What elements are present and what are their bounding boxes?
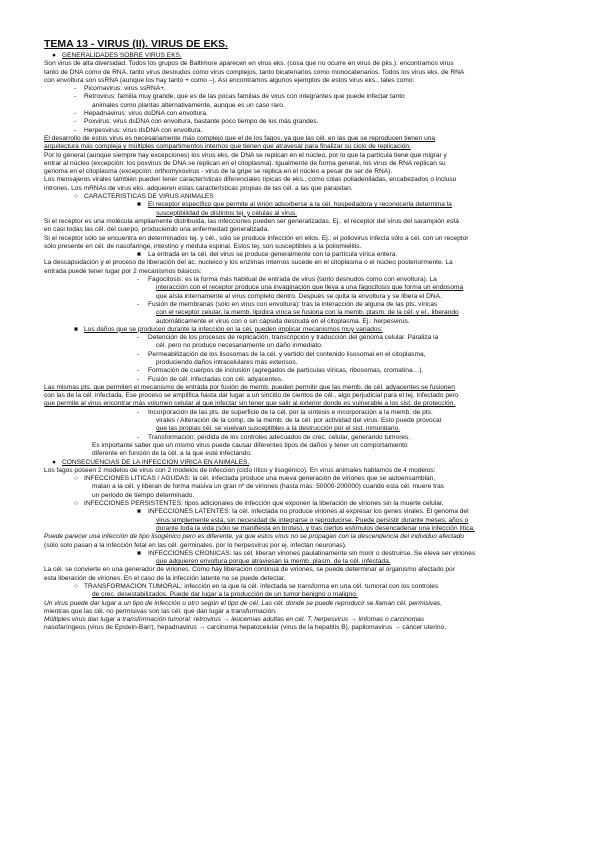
line-text: Un virus puede dar lugar a un tipo de infección u otro según el tipo de cél. Las cél. donde se puede reproducir se llaman cél. permisivas, (44, 599, 443, 607)
text-line (44, 442, 560, 450)
text-line (44, 425, 560, 433)
line-text: intrones. Los mRNAs de virus eks. adquieren estas características propias de las cél. a las que parasitan. (44, 184, 353, 192)
text-line (44, 293, 560, 301)
line-text: Por lo general (aunque siempre hay excepciones) los virus eks. de DNA se replican en el núcleo, por lo que la partícula tiene que migrar y (44, 151, 447, 159)
text-line (44, 376, 560, 384)
line-text: tanto de DNA como de RNA, tanto virus desnudos como virus complejos, tanto bicatenarios como monocatenarios. Todos los virus eks. de RNA (44, 68, 465, 76)
text-line (44, 409, 560, 417)
line-text: Hepadnavirus: virus dsDNA con envoltura. (84, 110, 208, 118)
line-text: que aísla internamente al virus completo dentro. Después se quita la envoltura y se libera el DNA. (156, 292, 442, 300)
text-line (44, 575, 560, 583)
line-text: automáticamente el virus con o sin cápsida desnuda en el citoplasma. Ej.: herpesvirus. (156, 317, 410, 325)
text-line (44, 624, 560, 632)
line-text: Incorporación de las pts. de superficie de la cél. por la síntesis e incorporación a la memb. de pts. (148, 408, 433, 416)
bullet-icon: - (137, 334, 140, 342)
text-line (44, 218, 560, 226)
bullet-icon: - (137, 367, 140, 375)
line-text: sólo presente en cél. de nasofaringe, intestino y médula espinal. Estos tej. son susceptibles a la poliomielitis. (44, 242, 362, 250)
text-line (44, 259, 560, 267)
text-line (44, 251, 560, 259)
text-line (44, 152, 560, 160)
line-text: virales / Alteración de la comp. de la memb. de la cél. por actividad del virus. Esto puede provocar (156, 417, 442, 425)
line-text: TRANSFORMACIÓN TUMORAL: infección en la que la cél. infectada se transforma en una cél. tumoral con los controles (84, 583, 439, 590)
text-line (44, 210, 560, 218)
text-line (44, 176, 560, 184)
bullet-icon: - (137, 350, 140, 358)
text-line (44, 60, 560, 68)
text-line (44, 608, 560, 616)
line-text: Las mismas pts. que permiten el mecanismo de entrada por fusión de memb. pueden permitir que las memb. de cél. adyacentes se fusionen (44, 383, 455, 391)
text-line (44, 434, 560, 442)
text-line (44, 600, 560, 608)
line-text: Múltiples virus dan lugar a transformación tumoral: retrovirus → leucemias adultas en cél. T, herpesvirus → linfomas o carcinomas (44, 616, 425, 624)
text-line (44, 193, 560, 201)
line-text: que permite al virus encontrar más volumen celular al que infectar sin tener que salir al exterior donde es vulnerable a los sist. de protección. (44, 400, 456, 408)
text-line (44, 566, 560, 574)
text-line (44, 301, 560, 309)
text-line (44, 558, 560, 566)
line-text: que las propias cél. se vuelvan susceptibles a la destrucción por el sist. inmunitario. (156, 425, 401, 433)
line-text: un periodo de tiempo determinado. (92, 491, 195, 499)
text-line (44, 235, 560, 243)
line-text: interacción con el receptor produce una invaginación que lleva a una fagocitosis que forma un endosoma (156, 284, 464, 292)
line-text: Fusión de cél. infectadas con cél. adyacentes. (148, 375, 283, 383)
line-text: La cél. se convierte en una generador de viriones. Como hay liberación continua de viriones, se puede determinar al organismo afectado por (44, 566, 455, 574)
line-text: en casi todas las cél. del cuerpo, produciendo una enfermedad generalizada. (44, 226, 270, 234)
document-body (44, 52, 560, 633)
bullet-icon: - (137, 276, 140, 284)
text-line (44, 102, 560, 110)
line-text: Los mensajeros virales también pueden tener características diferenciales típicas de eks., como colas poliadeniladas, encabezados o incluso (44, 176, 457, 184)
text-line (44, 284, 560, 292)
bullet-icon: - (74, 110, 77, 118)
text-line (44, 500, 560, 508)
bullet-icon: - (137, 375, 140, 383)
text-line (44, 342, 560, 350)
bullet-icon: ■ (137, 508, 141, 516)
line-text: Permeabilización de los lisosomas de la cél. y vertido del contenido lisosomal en el citoplasma, (148, 350, 426, 358)
bullet-icon: ○ (74, 583, 78, 590)
text-line (44, 400, 560, 408)
text-line (44, 201, 560, 209)
line-text: durante toda la vida (sólo se manifiesta en brotes), y tras ciertos estímulos desencadenar una infección lítica. (156, 524, 475, 532)
text-line (44, 276, 560, 284)
line-text: arquitectura más compleja y múltiples compartimentos internos que tienen que atravesar para finalizar su ciclo de replicación. (44, 143, 411, 151)
text-line (44, 118, 560, 126)
line-text: Los daños que se producen durante la infección en la cél. pueden implicar mecanismos muy variados: (84, 325, 383, 333)
bullet-icon: - (137, 408, 140, 416)
line-text: Formación de cuerpos de inclusión (agregados de partículas víricas, ribosomas, cromatina…). (148, 367, 424, 375)
text-line (44, 351, 560, 359)
bullet-icon: ■ (74, 325, 78, 333)
line-text: genoma en el citoplasma (excepción: orthomyxovirus - virus de la gripe se replica en el núcleo a pesar de ser de RNA). (44, 168, 393, 176)
bullet-icon: ○ (74, 193, 78, 201)
bullet-icon: - (137, 433, 140, 441)
line-text: virus simplemente está, sin necesidad de integrarse o reproducirse. Puede persistir durante meses, años o (156, 516, 469, 524)
line-text: (sólo solo pasan a la infección fetal en las cél. germinales, por lo herpesvirus por ej. infectan neuronas). (44, 541, 347, 549)
line-text: mientras que las cél. no permisivas son las cél. que dan lugar a transformación. (44, 607, 277, 615)
bullet-icon: - (137, 300, 140, 308)
line-text: GENERALIDADES SOBRE VIRUS EKS. (62, 52, 182, 59)
text-line (44, 127, 560, 135)
line-text: CARACTERÍSTICAS DE VIRUS ANIMALES (84, 193, 214, 201)
line-text: Es importante saber que un mismo virus puede causar diferentes tipos de daños y tener un comportamiento (92, 441, 408, 449)
text-line (44, 459, 560, 467)
bullet-icon: ■ (137, 549, 141, 557)
line-text: INFECCIONES PERSISTENTES: tipos adicionales de infección que exponen la liberación de viriones sin la muerte celular. (84, 500, 444, 508)
line-text: El desarrollo de estos virus es necesariamente más complejo que el de los fagos, ya que las cél. en las que se reproducen tienen una (44, 134, 436, 142)
text-line (44, 52, 560, 60)
text-line (44, 168, 560, 176)
line-text: matan a la cél. y liberan de forma masiva un gran nº de viriones (hasta más: 50000-200000) cuando esta cél. muere tras (92, 483, 445, 491)
line-text: cél. pero no produce necesariamente un daño inmediato. (156, 342, 323, 350)
line-text: produciendo daños intracelulares más extensos. (156, 358, 298, 366)
page-title: TEMA 13 - VIRUS (II). VIRUS DE EKS. (44, 38, 228, 50)
line-text: Picornavirus: virus ssRNA+. (84, 85, 166, 93)
text-line (44, 384, 560, 392)
text-line (44, 417, 560, 425)
line-text: esta liberación de viriones. En el caso de la infección latente no se puede detectar. (44, 574, 286, 582)
line-text: nasofaríngeos (virus de Epstein-Barr), hepadnavirus → carcinoma hepatocelular (virus de la hepatitis B), papilomavirus → cáncer uterino. (44, 624, 447, 632)
text-line (44, 359, 560, 367)
line-text: entrada puede tener lugar por 2 mecanismos básicos: (44, 267, 202, 275)
text-line (44, 508, 560, 516)
bullet-icon: - (74, 93, 77, 101)
line-text: Si el receptor es una molécula ampliamente distribuida, las infecciones pueden ser generalizadas. Ej.: el receptor del virus del sarampión está (44, 217, 459, 225)
text-line (44, 367, 560, 375)
bullet-icon: ● (52, 458, 56, 466)
text-line (44, 583, 560, 591)
text-line (44, 492, 560, 500)
text-line (44, 334, 560, 342)
line-text: con envoltura son ssRNA (aunque los hay tanto + como –). Así encontramos algunos ejemplos de estos virus eks., tales como: (44, 76, 415, 84)
text-line (44, 160, 560, 168)
line-text: La entrada en la cél. del virus se produce generalmente con la partícula vírica entera. (148, 251, 398, 259)
text-line (44, 185, 560, 193)
text-line (44, 110, 560, 118)
text-line (44, 616, 560, 624)
document-page (44, 38, 560, 633)
text-line (44, 525, 560, 533)
line-text: Fagocitosis: es la forma más habitual de entrada de virus (tanto desnudos como con envoltura). La (148, 276, 437, 284)
text-line (44, 318, 560, 326)
line-text: Los fagos poseen 2 modelos de virus con 2 modelos de infección (ciclo lítico y lisogénico). En virus animales hablamos de 4 modelos: (44, 466, 436, 474)
text-line (44, 143, 560, 151)
bullet-icon: ■ (137, 251, 141, 259)
text-line (44, 550, 560, 558)
bullet-icon: ■ (137, 201, 141, 209)
line-text: animales como plantas alternativamente, aunque es un caso raro. (92, 101, 285, 109)
text-line (44, 542, 560, 550)
text-line (44, 309, 560, 317)
line-text: Son virus de alta diversidad. Todos los grupos de Baltimore aparecen en virus eks. (cosa que no ocurre en virus de pks.): encontramos virus (44, 60, 454, 68)
line-text: Transformación: pérdida de los controles adecuados de crec. celular, generando tumores. (148, 433, 411, 441)
text-line (44, 85, 560, 93)
line-text: La descapsidación y el proceso de liberación del ác. nucleico y los enzimas internos sucede en el citoplasma o el núcleo posteriormente. La (44, 259, 453, 267)
text-line (44, 517, 560, 525)
line-text: Fusión de membranas (sólo en virus con envoltura): tras la interacción de alguna de las pts. víricas (148, 300, 438, 308)
line-text: INFECCIONES LATENTES: la cél. infectada no produce viriones al expresar los genes virales. El genoma del (148, 508, 469, 516)
line-text: CONSECUENCIAS DE LA INFECCIÓN VÍRICA EN ANIMALES. (62, 458, 250, 466)
text-line (44, 475, 560, 483)
bullet-icon: - (74, 118, 77, 126)
text-line (44, 135, 560, 143)
text-line (44, 93, 560, 101)
bullet-icon: ○ (74, 500, 78, 508)
line-text: susceptibilidad de distintos tej. y células al virus. (156, 209, 298, 217)
line-text: INFECCIONES CRÓNICAS: las cél. liberan viriones paulatinamente sin morir o destruirse. Se eleva ser viriones (148, 549, 476, 557)
text-line (44, 326, 560, 334)
line-text: Retrovirus: familia muy grande, que es de las pocas familias de virus con integrantes que puede infectar tanto (84, 93, 405, 101)
line-text: Poxvirus: virus dsDNA con envoltura, bastante poco tiempo de los más grandes. (84, 118, 319, 126)
line-text: Detención de los procesos de replicación, transcripción y traducción del genoma celular. Paraliza la (148, 334, 439, 342)
text-line (44, 77, 560, 85)
line-text: entrar al núcleo (excepción: los poxvirus de DNA se replican en el citoplasma). Igualmente de forma general, los virus de RNA replican su (44, 159, 446, 167)
text-line (44, 533, 560, 541)
bullet-icon: - (74, 85, 77, 93)
text-line (44, 69, 560, 77)
line-text: de crec. desestabilizados. Puede dar lugar a la producción de un tumor benigno o maligno. (92, 591, 358, 599)
line-text: con el receptor celular, la memb. lipídica vírica se fusiona con la memb. plasm. de la cél. y el., liberando (156, 309, 459, 317)
text-line (44, 591, 560, 599)
text-line (44, 243, 560, 251)
line-text: El receptor específico que permite al virión adsorberse a la cél. hospedadora y reconocerla determina la (148, 201, 452, 209)
text-line (44, 226, 560, 234)
line-text: INFECCIONES LÍTICAS / AGUDAS: la cél. infectada produce una nueva generación de viriones que se autoensamblan, (84, 475, 436, 483)
text-line (44, 392, 560, 400)
line-text: diferente en función de la cél. a la que esté infectando. (92, 450, 252, 458)
text-line (44, 450, 560, 458)
text-line (44, 483, 560, 491)
line-text: Puede parecer una infección de tipo lisogénico pero es diferente, ya que estos virus no se propagan con la descendencia del individuo afectado (44, 533, 465, 541)
bullet-icon: ○ (74, 475, 78, 483)
line-text: que adquieren envoltura porque atraviesan la memb. plasm. de la cél. infectada. (156, 558, 391, 566)
bullet-icon: ● (52, 52, 56, 59)
line-text: Herpesvirus: virus dsDNA con envoltura. (84, 126, 203, 134)
text-line (44, 467, 560, 475)
line-text: Si el receptor sólo se encuentra en determinados tej. y cél., sólo se produce infección en ellos. Ej.: el poliovirus infecta sólo a cél. con un receptor (44, 234, 469, 242)
bullet-icon: - (74, 126, 77, 134)
text-line (44, 268, 560, 276)
line-text: con las de la cél. infectada. Ese proceso se amplifica hasta dar lugar a un sincitio de cientos de cél., algo perjudicial para el tej. Infectado pero (44, 392, 459, 400)
